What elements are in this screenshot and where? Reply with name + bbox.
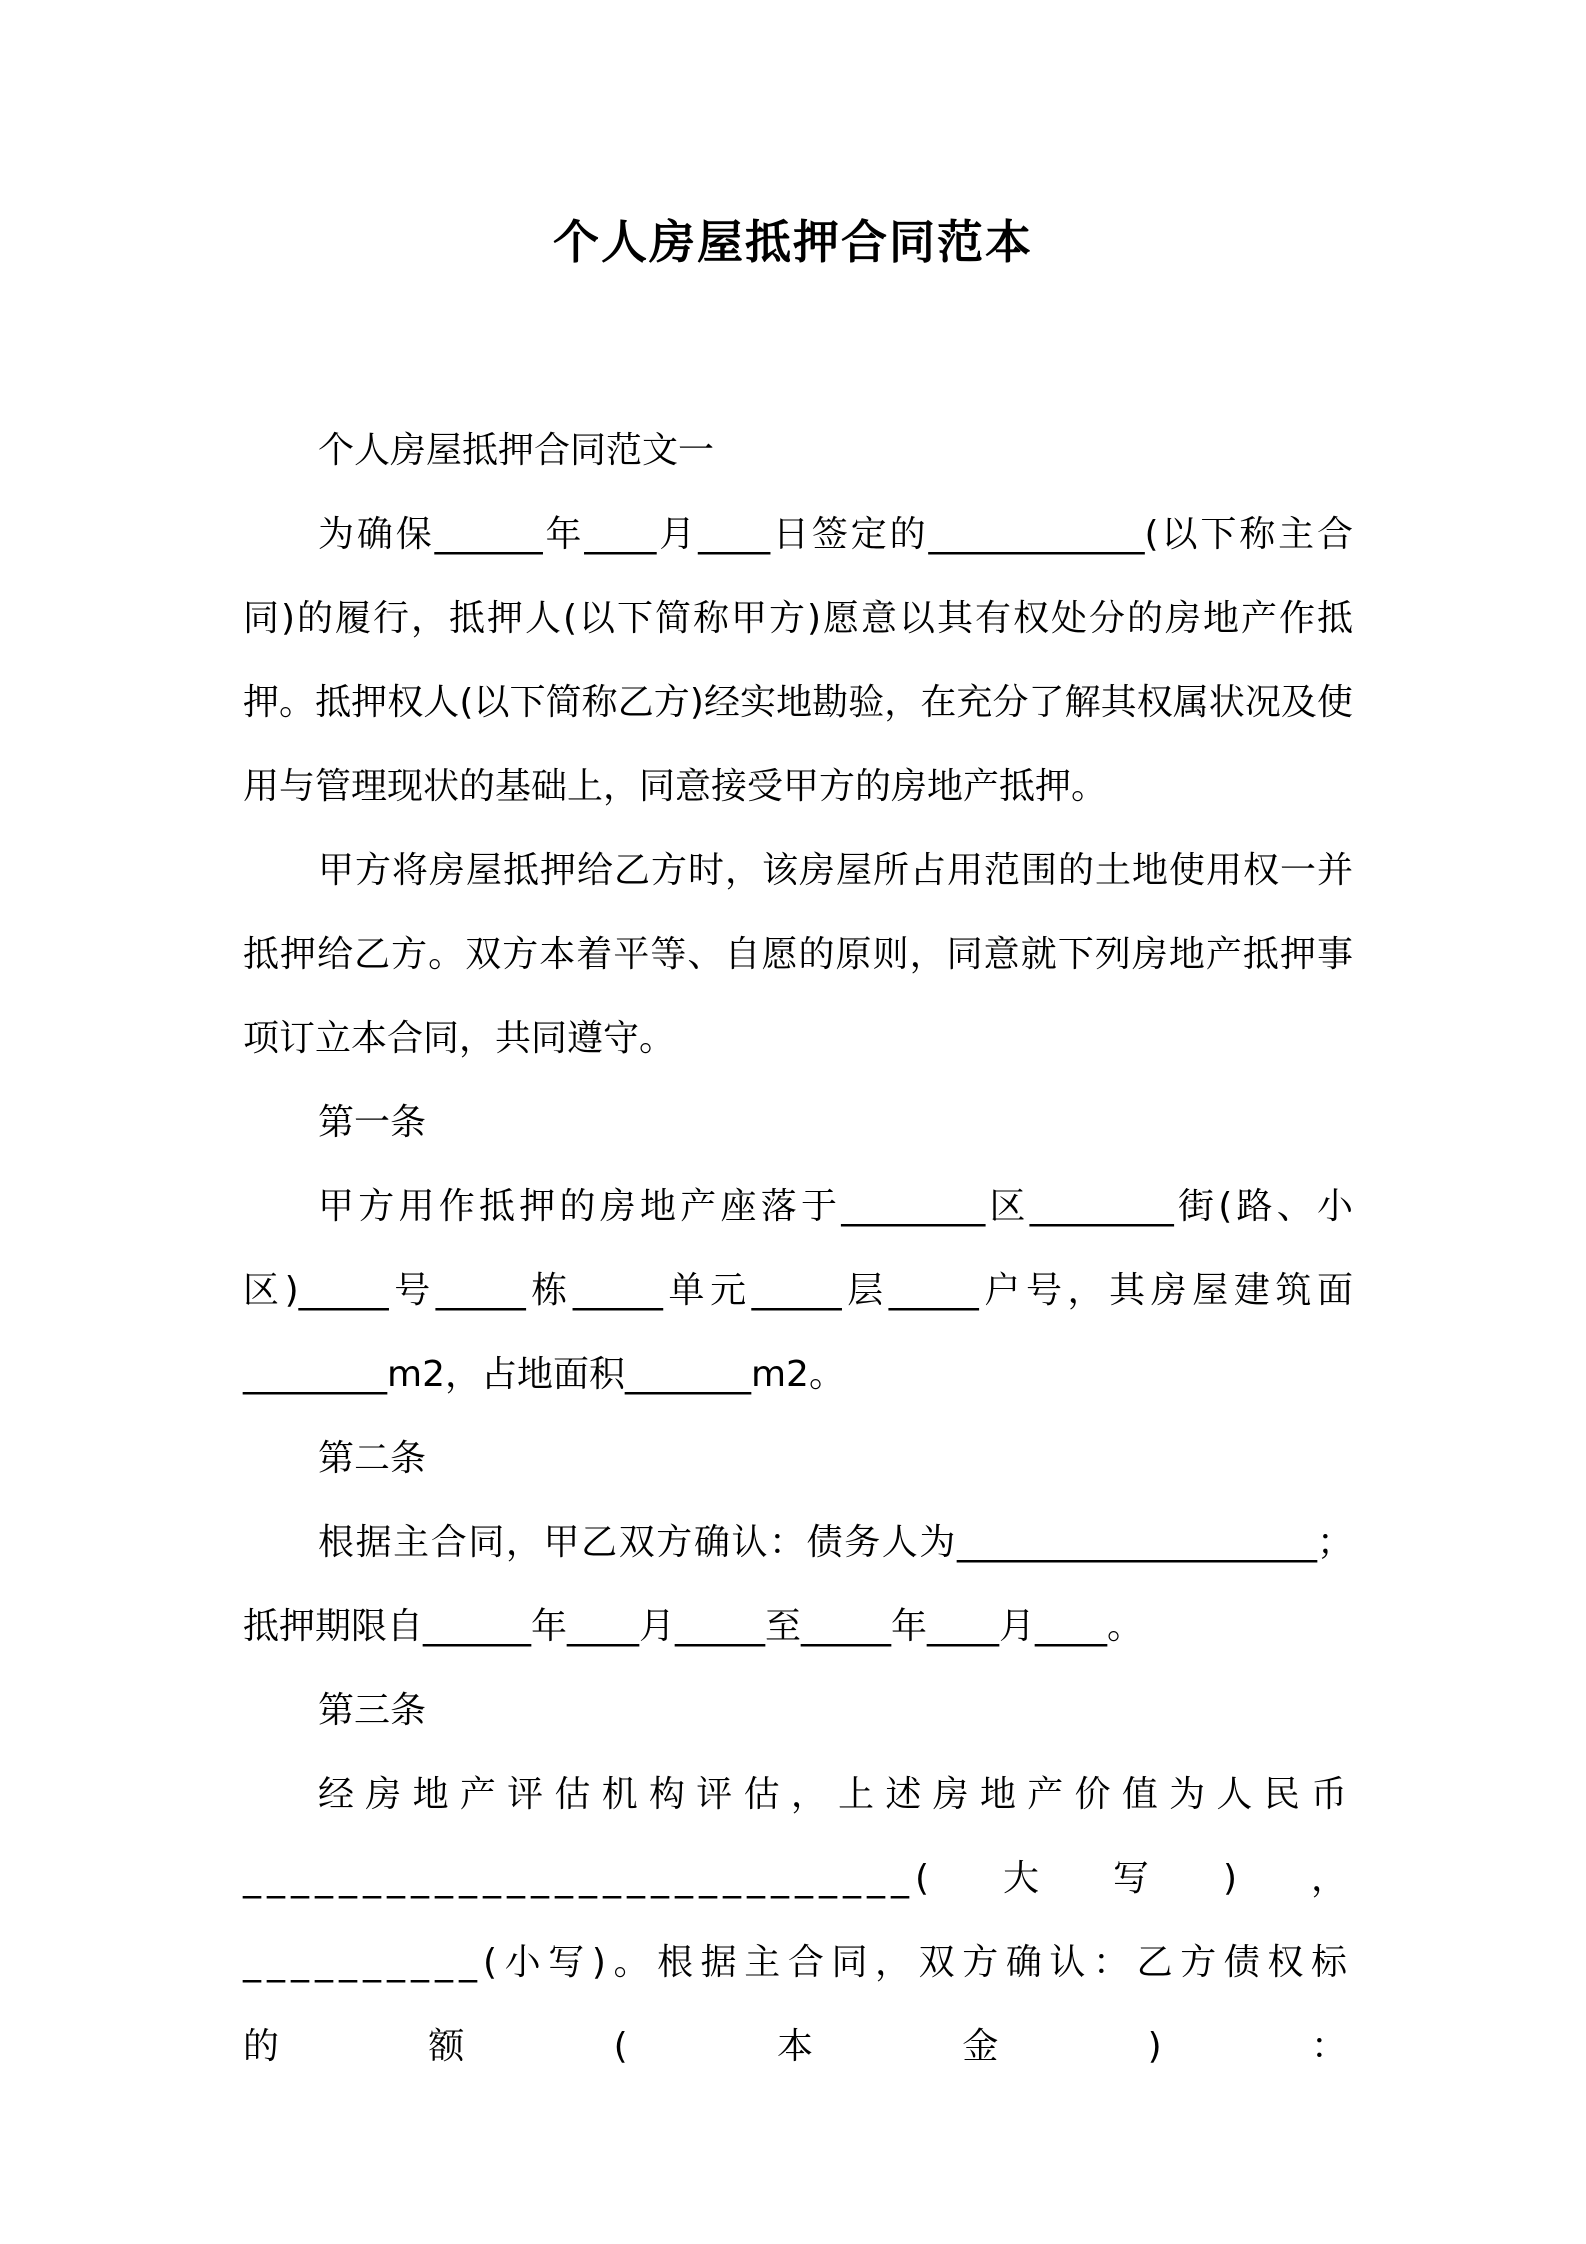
article-1-text: 甲方用作抵押的房地产座落于________区________街(路、小区)_____号_____栋_____单元_____层_____户号，其房屋建筑面________m2，占地面积_______m2。	[243, 1186, 1353, 1395]
article-2-text: 根据主合同，甲乙双方确认：债务人为____________________；抵押期限自______年____月_____至_____年____月____。	[243, 1522, 1353, 1647]
paragraph-intro: 为确保______年____月____日签定的____________(以下称主合同)的履行，抵押人(以下简称甲方)愿意以其有权处分的房地产作抵押。抵押权人(以下简称乙方)经实地勘验，在充分了解其权属状况及使用与管理现状的基础上，同意接受甲方的房地产抵押。	[243, 514, 1353, 807]
article-2-heading: 第二条	[318, 1438, 427, 1479]
paragraph-scope: 甲方将房屋抵押给乙方时，该房屋所占用范围的土地使用权一并抵押给乙方。双方本着平等、自愿的原则，同意就下列房地产抵押事项订立本合同，共同遵守。	[243, 850, 1353, 1059]
document-body	[243, 409, 1353, 2089]
section-heading: 个人房屋抵押合同范文一	[318, 430, 715, 471]
article-3-heading: 第三条	[318, 1690, 427, 1731]
article-3-text: 经房地产评估机构评估，上述房地产价值为人民币____________________________(大写)，__________(小写)。根据主合同，双方确认：乙方债权标的额(本金)：	[243, 1774, 1353, 2067]
document-title: 个人房屋抵押合同范本	[553, 215, 1033, 269]
article-1-heading: 第一条	[318, 1102, 427, 1143]
